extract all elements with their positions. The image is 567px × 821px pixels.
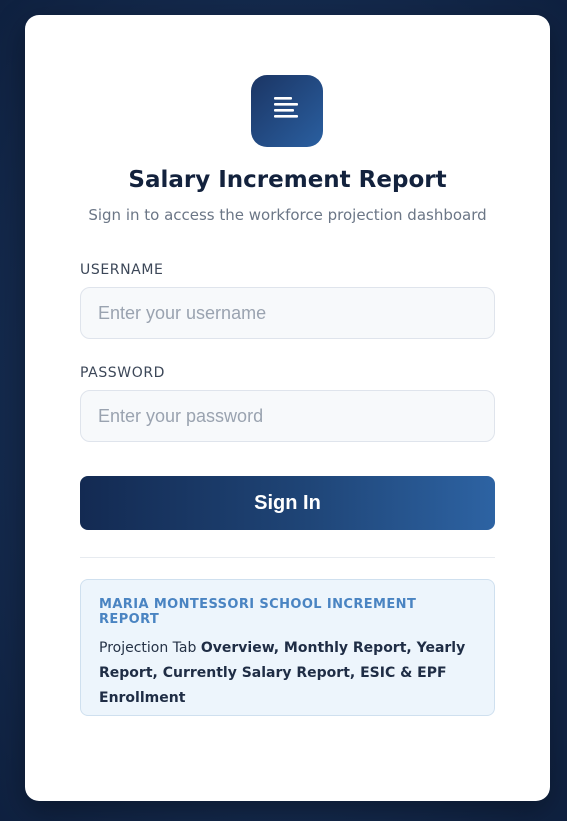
login-card [25,15,550,801]
app-logo [251,75,323,147]
info-box [80,579,495,716]
username-label: USERNAME [80,262,164,278]
password-input[interactable] [80,390,495,442]
password-label: PASSWORD [80,365,166,381]
page-subtitle: Sign in to access the workforce projection dashboard [88,206,487,224]
info-prefix: Projection Tab [99,640,197,656]
info-heading: MARIA MONTESSORI SCHOOL INCREMENT REPORT [99,597,417,627]
info-tabs-list: Overview, Monthly Report, Yearly Report, Currently Salary Report, ESIC & EPF Enrollment [99,640,466,706]
info-text [99,636,477,711]
divider [80,557,495,558]
page-title: Salary Increment Report [128,167,447,193]
document-lines-icon [272,94,302,128]
sign-in-button[interactable]: Sign In [80,476,495,530]
username-input[interactable] [80,287,495,339]
